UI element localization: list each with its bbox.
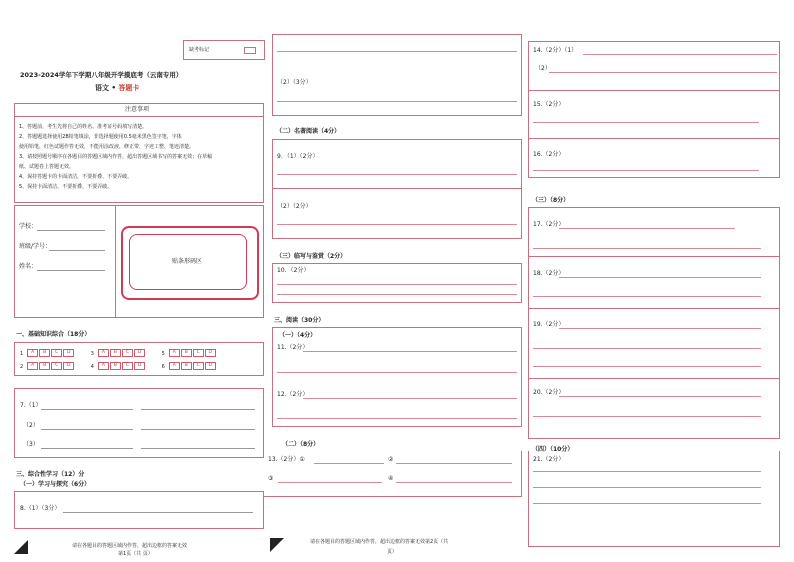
school-field[interactable] <box>37 230 105 231</box>
q2-label: （2）（3分） <box>277 79 312 86</box>
reading-box <box>272 327 522 427</box>
answer-line[interactable] <box>277 372 517 373</box>
mc-group <box>162 364 217 370</box>
q7-answer-line[interactable] <box>141 409 255 410</box>
absence-mark-label: 缺考标记 <box>189 47 210 53</box>
footer-note: 请在各题目的答题区域内作答，超出边框的答案无效 <box>72 543 188 549</box>
notice-line: 2、答题题选择使用2B铅笔填涂，非选择题使用0.5毫米黑色签字笔，字体 <box>19 134 182 140</box>
notice-title: 注意事项 <box>125 106 150 113</box>
name-field[interactable] <box>37 270 105 271</box>
answer-line[interactable] <box>314 463 384 464</box>
mc-option[interactable]: B <box>181 349 192 357</box>
mc-number: 4 <box>90 363 94 370</box>
q9-part1-label: 9．（1）（2分） <box>277 153 319 160</box>
answer-line[interactable] <box>559 277 761 278</box>
q14-label: 14.（2分）（1） <box>533 47 578 54</box>
mc-row <box>20 349 217 357</box>
mc-option[interactable]: A <box>98 349 109 357</box>
q10-label: 10．（2分） <box>277 267 310 274</box>
mc-box <box>14 342 264 376</box>
q18-label: 18.（2分） <box>533 270 565 277</box>
q17-label: 17.（2分） <box>533 221 565 228</box>
answer-line[interactable] <box>396 482 512 483</box>
footer-page: 页） <box>387 549 398 555</box>
q7-answer-line[interactable] <box>41 409 133 410</box>
mc-option[interactable]: C <box>51 349 62 357</box>
q8-label: 8.（1）（3分） <box>20 505 61 512</box>
q11-label: 11.（2分） <box>277 344 309 351</box>
barcode-outer <box>121 226 259 300</box>
q17-20-box <box>528 207 780 439</box>
q19-label: 19.（2分） <box>533 321 565 328</box>
answer-line[interactable] <box>277 294 517 295</box>
mc-option[interactable]: D <box>205 349 216 357</box>
answer-line[interactable] <box>583 54 777 55</box>
q21-box <box>528 451 780 547</box>
answer-line[interactable] <box>277 174 517 175</box>
answer-line[interactable] <box>277 284 517 285</box>
barcode-label: 贴条形码区 <box>172 258 203 265</box>
barcode-inner <box>129 234 247 290</box>
q21-label: 21.（2分） <box>533 456 565 463</box>
q15-label: 15.（2分） <box>533 101 565 108</box>
footer-note: 请在各题目的答题区域内作答，超出边框的答案无效第2页（共 <box>310 539 449 545</box>
q7-box <box>14 388 264 458</box>
famous-works-title: （二）名著阅读（4分） <box>276 128 341 135</box>
mc-number: 3 <box>90 350 94 357</box>
answer-line[interactable] <box>533 366 761 367</box>
mc-row <box>20 362 217 370</box>
answer-line[interactable] <box>277 224 517 225</box>
school-label: 学校： <box>19 223 38 230</box>
mc-number: 1 <box>20 350 24 357</box>
answer-line[interactable] <box>533 122 759 123</box>
mc-option[interactable]: D <box>63 362 74 370</box>
answer-line[interactable] <box>303 351 517 352</box>
mc-group <box>162 351 217 357</box>
mc-option[interactable]: D <box>63 349 74 357</box>
answer-line[interactable] <box>533 348 761 349</box>
absence-mark-box <box>183 40 265 60</box>
q13-box <box>264 451 522 497</box>
answer-line[interactable] <box>533 487 761 488</box>
answer-line[interactable] <box>533 248 761 249</box>
mc-option[interactable]: C <box>51 362 62 370</box>
mc-option[interactable]: B <box>110 349 121 357</box>
mc-option[interactable]: A <box>27 349 38 357</box>
q14-part2-label: （2） <box>535 65 551 72</box>
mc-option[interactable]: D <box>134 349 145 357</box>
subject-label: 语文 <box>95 84 109 92</box>
mc-option[interactable]: D <box>205 362 216 370</box>
q-top-box <box>272 34 522 116</box>
answer-line[interactable] <box>277 418 517 419</box>
q13-part2: ② <box>388 456 394 463</box>
answer-line[interactable] <box>277 101 517 102</box>
exam-title: 2023-2024学年下学期八年级开学摸底考（云南专用） <box>20 71 183 79</box>
notice-box <box>14 103 264 203</box>
name-label: 姓名： <box>19 263 38 270</box>
answer-line[interactable] <box>533 170 759 171</box>
subsection1-title: （一）学习与探究（6分） <box>20 481 91 488</box>
answer-line[interactable] <box>533 471 761 472</box>
mc-option[interactable]: A <box>27 362 38 370</box>
q20-label: 20.（2分） <box>533 389 565 396</box>
section1-title: 一、基础知识综合（18分） <box>16 331 91 338</box>
mc-option[interactable]: A <box>169 349 180 357</box>
absence-mark-checkbox[interactable] <box>244 47 256 54</box>
answer-line[interactable] <box>559 328 761 329</box>
mc-option[interactable]: B <box>181 362 192 370</box>
mc-option[interactable]: A <box>169 362 180 370</box>
mc-group <box>20 351 75 357</box>
mc-option[interactable]: C <box>193 349 204 357</box>
answer-line[interactable] <box>277 51 517 52</box>
mc-option[interactable]: B <box>39 362 50 370</box>
notice-lines <box>19 122 261 192</box>
q12-label: 12.（2分） <box>277 391 309 398</box>
q14-16-box <box>528 41 780 178</box>
q9-box <box>272 139 522 239</box>
q8-answer-line[interactable] <box>63 512 253 513</box>
mc-group <box>91 364 146 370</box>
mc-number: 6 <box>161 363 165 370</box>
mc-option[interactable]: C <box>193 362 204 370</box>
mc-number: 2 <box>20 363 24 370</box>
answer-line[interactable] <box>303 398 517 399</box>
notice-line: 3、请按照题号顺序在各题目的答题区域内作答，超出答题区域书写的答案无效；在草稿 <box>19 154 213 160</box>
calligraphy-title: （三）临写与鉴赏（2分） <box>276 253 347 260</box>
mc-option[interactable]: B <box>110 362 121 370</box>
class-field[interactable] <box>49 250 105 251</box>
mc-option[interactable]: C <box>122 362 133 370</box>
q10-box <box>272 263 522 303</box>
q16-label: 16.（2分） <box>533 151 565 158</box>
section3-part3-title: （三）（8分） <box>532 197 570 204</box>
q7-answer-line[interactable] <box>41 448 133 449</box>
q13-label: 13.（2分）① <box>268 456 305 463</box>
corner-marker-icon <box>270 538 284 552</box>
q7-part2-label: （2） <box>23 422 39 429</box>
notice-line: 4、保持答题卡的卡面清洁，不要折叠、不要弄破。 <box>19 174 133 180</box>
q7-answer-line[interactable] <box>141 429 255 430</box>
q7-part3-label: （3） <box>23 441 39 448</box>
corner-marker-icon <box>14 540 28 554</box>
q13-part4: ④ <box>388 475 394 482</box>
answer-sheet-label: 答题卡 <box>118 84 140 92</box>
q7-label: 7.（1） <box>20 402 42 409</box>
mc-option[interactable]: D <box>134 362 145 370</box>
notice-line: 纸、试题卷上答题无效。 <box>19 164 75 170</box>
answer-line[interactable] <box>549 72 777 73</box>
subject-line: 语文 • 答题卡 <box>95 84 140 92</box>
section3-title: 三、综合性学习（12）分 <box>16 471 85 478</box>
mc-option[interactable]: B <box>39 349 50 357</box>
answer-line[interactable] <box>559 396 761 397</box>
answer-line[interactable] <box>533 503 761 504</box>
notice-line: 1、答题前，考生先将自己的姓名、准考证号码填写清楚。 <box>19 124 148 130</box>
notice-title-bar <box>15 104 263 117</box>
mc-number: 5 <box>161 350 165 357</box>
answer-line[interactable] <box>533 296 761 297</box>
reading-sub2-title: （二）（8分） <box>282 441 320 448</box>
answer-line[interactable] <box>559 228 735 229</box>
q7-answer-line[interactable] <box>41 429 133 430</box>
mc-group <box>20 364 75 370</box>
reading-title: 三、阅读（30分） <box>274 317 325 324</box>
notice-line: 使用铅笔，红色试题作答无效，不能用涂改液，修正带，字迹工整、笔迹清楚。 <box>19 144 195 150</box>
reading-sub1-title: （一）（4分） <box>279 332 317 339</box>
q9-part2-label: （2）（2分） <box>277 203 312 210</box>
answer-line[interactable] <box>396 463 512 464</box>
q7-answer-line[interactable] <box>141 448 255 449</box>
mc-group <box>91 351 146 357</box>
answer-line[interactable] <box>533 416 761 417</box>
class-label: 班级/学号： <box>19 243 52 250</box>
footer-page: 第1页（共 页） <box>118 551 153 557</box>
mc-option[interactable]: A <box>98 362 109 370</box>
mc-option[interactable]: C <box>122 349 133 357</box>
answer-line[interactable] <box>278 482 382 483</box>
q8-box <box>14 491 264 529</box>
section4-title: （四）（10分） <box>532 446 574 453</box>
notice-line: 5、保持卡面清洁，不要折叠，不要弄破。 <box>19 184 113 190</box>
student-info-box <box>14 205 264 318</box>
q13-part3: ③ <box>268 475 274 482</box>
